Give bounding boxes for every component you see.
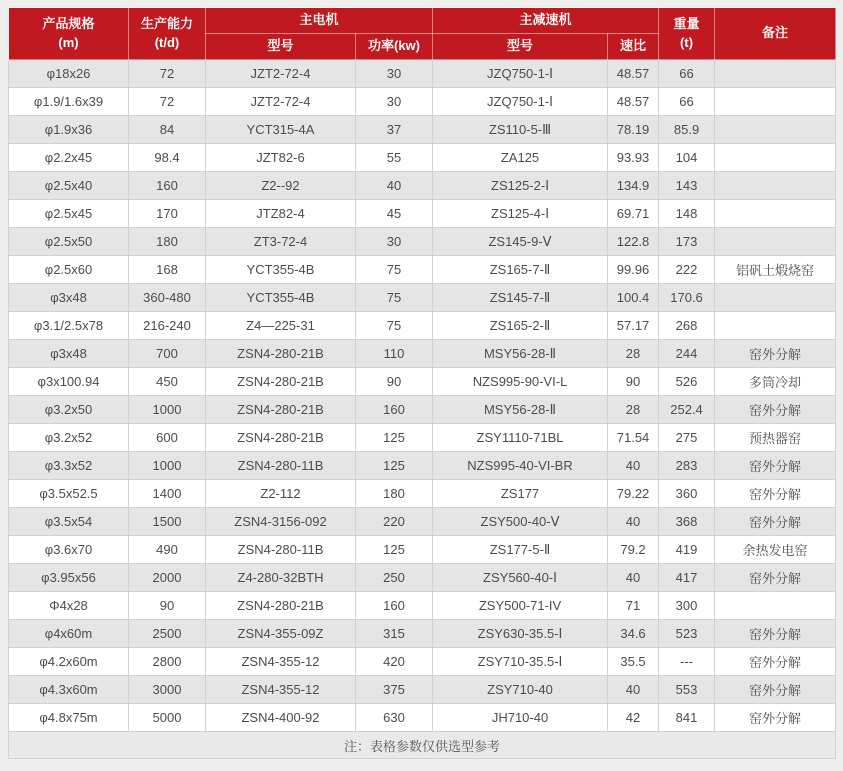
cell-reducer-ratio: 79.22 [608, 480, 659, 508]
cell-remark: 余热发电窑 [715, 536, 836, 564]
cell-remark: 窑外分解 [715, 648, 836, 676]
table-row [9, 648, 836, 676]
header-product-spec [9, 8, 129, 60]
table-row [9, 88, 836, 116]
cell-reducer-model: MSY56-28-Ⅱ [433, 340, 608, 368]
cell-weight: 173 [659, 228, 715, 256]
table-row [9, 312, 836, 340]
cell-motor-power: 75 [356, 256, 433, 284]
cell-reducer-model: ZS177-5-Ⅱ [433, 536, 608, 564]
header-main-reducer-group: 主减速机 [433, 8, 659, 34]
cell-remark [715, 144, 836, 172]
cell-product-spec: φ4.8x75m [9, 704, 129, 732]
cell-weight: 66 [659, 60, 715, 88]
cell-remark [715, 172, 836, 200]
cell-motor-power: 90 [356, 368, 433, 396]
cell-motor-power: 125 [356, 452, 433, 480]
cell-capacity: 160 [129, 172, 206, 200]
cell-reducer-ratio: 78.19 [608, 116, 659, 144]
cell-reducer-ratio: 40 [608, 508, 659, 536]
cell-remark: 窑外分解 [715, 452, 836, 480]
cell-reducer-ratio: 71 [608, 592, 659, 620]
cell-reducer-model: JH710-40 [433, 704, 608, 732]
table-row [9, 480, 836, 508]
cell-reducer-model: ZS177 [433, 480, 608, 508]
cell-capacity: 1000 [129, 396, 206, 424]
table-row [9, 368, 836, 396]
cell-reducer-model: ZS110-5-Ⅲ [433, 116, 608, 144]
table-row [9, 256, 836, 284]
cell-reducer-model: ZSY1110-71BL [433, 424, 608, 452]
cell-weight: 85.9 [659, 116, 715, 144]
table-row [9, 704, 836, 732]
cell-motor-model: YCT355-4B [206, 256, 356, 284]
cell-reducer-ratio: 122.8 [608, 228, 659, 256]
cell-capacity: 600 [129, 424, 206, 452]
cell-motor-power: 220 [356, 508, 433, 536]
table-row [9, 424, 836, 452]
cell-reducer-model: ZSY500-40-Ⅴ [433, 508, 608, 536]
cell-motor-model: ZSN4-280-21B [206, 592, 356, 620]
cell-capacity: 90 [129, 592, 206, 620]
cell-motor-model: ZSN4-355-09Z [206, 620, 356, 648]
cell-motor-model: ZSN4-280-21B [206, 340, 356, 368]
cell-capacity: 5000 [129, 704, 206, 732]
cell-motor-power: 37 [356, 116, 433, 144]
cell-remark: 窑外分解 [715, 340, 836, 368]
cell-remark [715, 592, 836, 620]
cell-capacity: 98.4 [129, 144, 206, 172]
cell-product-spec: φ1.9/1.6x39 [9, 88, 129, 116]
header-capacity-unit: (t/d) [154, 34, 180, 50]
table-body [9, 60, 836, 732]
cell-motor-model: YCT315-4A [206, 116, 356, 144]
header-row-top [9, 8, 836, 34]
cell-motor-power: 75 [356, 284, 433, 312]
note-row [9, 732, 836, 759]
cell-product-spec: φ2.5x45 [9, 200, 129, 228]
cell-capacity: 490 [129, 536, 206, 564]
header-capacity-title: 生产能力 [140, 15, 193, 31]
cell-capacity: 1500 [129, 508, 206, 536]
cell-motor-power: 30 [356, 88, 433, 116]
cell-remark: 铝矾土煅烧窑 [715, 256, 836, 284]
cell-motor-power: 315 [356, 620, 433, 648]
cell-reducer-ratio: 48.57 [608, 60, 659, 88]
table-row [9, 592, 836, 620]
cell-reducer-model: ZS165-2-Ⅱ [433, 312, 608, 340]
cell-reducer-ratio: 99.96 [608, 256, 659, 284]
cell-remark: 窑外分解 [715, 564, 836, 592]
cell-product-spec: φ3.2x50 [9, 396, 129, 424]
cell-product-spec: φ1.9x36 [9, 116, 129, 144]
table-footer [9, 732, 836, 759]
cell-capacity: 3000 [129, 676, 206, 704]
cell-reducer-ratio: 71.54 [608, 424, 659, 452]
cell-weight: 104 [659, 144, 715, 172]
cell-reducer-model: ZSY710-40 [433, 676, 608, 704]
cell-motor-model: JTZ82-4 [206, 200, 356, 228]
cell-motor-power: 180 [356, 480, 433, 508]
cell-motor-power: 160 [356, 396, 433, 424]
header-main-reducer-model: 型号 [433, 34, 608, 60]
cell-reducer-ratio: 134.9 [608, 172, 659, 200]
cell-remark: 窑外分解 [715, 508, 836, 536]
cell-remark: 窑外分解 [715, 480, 836, 508]
table-row [9, 620, 836, 648]
table-row [9, 340, 836, 368]
cell-remark [715, 228, 836, 256]
cell-remark [715, 284, 836, 312]
cell-remark: 窑外分解 [715, 704, 836, 732]
cell-remark [715, 312, 836, 340]
cell-motor-power: 125 [356, 536, 433, 564]
cell-reducer-model: MSY56-28-Ⅱ [433, 396, 608, 424]
header-weight-title: 重量 [673, 15, 700, 31]
cell-motor-model: ZSN4-280-21B [206, 368, 356, 396]
header-capacity [129, 8, 206, 60]
cell-motor-power: 75 [356, 312, 433, 340]
table-row [9, 284, 836, 312]
table-row [9, 172, 836, 200]
cell-reducer-ratio: 100.4 [608, 284, 659, 312]
cell-weight: 66 [659, 88, 715, 116]
cell-reducer-ratio: 42 [608, 704, 659, 732]
cell-reducer-model: ZS145-9-Ⅴ [433, 228, 608, 256]
table-row [9, 396, 836, 424]
cell-remark [715, 88, 836, 116]
cell-reducer-model: ZSY630-35.5-Ⅰ [433, 620, 608, 648]
cell-remark: 窑外分解 [715, 620, 836, 648]
cell-product-spec: φ3.5x52.5 [9, 480, 129, 508]
cell-weight: 841 [659, 704, 715, 732]
cell-reducer-ratio: 35.5 [608, 648, 659, 676]
cell-reducer-model: JZQ750-1-Ⅰ [433, 88, 608, 116]
product-spec-table [8, 7, 836, 759]
cell-motor-model: Z2-112 [206, 480, 356, 508]
cell-reducer-ratio: 28 [608, 340, 659, 368]
cell-product-spec: φ3.5x54 [9, 508, 129, 536]
cell-motor-model: ZSN4-280-21B [206, 396, 356, 424]
cell-motor-power: 55 [356, 144, 433, 172]
cell-weight: 170.6 [659, 284, 715, 312]
cell-capacity: 168 [129, 256, 206, 284]
cell-product-spec: φ3.6x70 [9, 536, 129, 564]
cell-reducer-model: NZS995-40-VI-BR [433, 452, 608, 480]
header-product-spec-unit: (m) [58, 34, 79, 50]
table-row [9, 508, 836, 536]
cell-weight: 417 [659, 564, 715, 592]
cell-reducer-ratio: 69.71 [608, 200, 659, 228]
cell-capacity: 180 [129, 228, 206, 256]
cell-motor-power: 30 [356, 228, 433, 256]
cell-product-spec: φ3x100.94 [9, 368, 129, 396]
cell-product-spec: φ4.2x60m [9, 648, 129, 676]
cell-capacity: 72 [129, 60, 206, 88]
cell-motor-power: 420 [356, 648, 433, 676]
cell-capacity: 1000 [129, 452, 206, 480]
table-header [9, 8, 836, 60]
cell-product-spec: φ3x48 [9, 284, 129, 312]
cell-capacity: 1400 [129, 480, 206, 508]
cell-motor-model: Z4-280-32BTH [206, 564, 356, 592]
cell-weight: --- [659, 648, 715, 676]
cell-weight: 268 [659, 312, 715, 340]
cell-capacity: 216-240 [129, 312, 206, 340]
table-row [9, 144, 836, 172]
table-row [9, 452, 836, 480]
cell-product-spec: φ3x48 [9, 340, 129, 368]
cell-motor-model: ZT3-72-4 [206, 228, 356, 256]
cell-motor-model: ZSN4-355-12 [206, 648, 356, 676]
cell-motor-power: 40 [356, 172, 433, 200]
cell-reducer-model: ZSY710-35.5-Ⅰ [433, 648, 608, 676]
cell-weight: 526 [659, 368, 715, 396]
cell-product-spec: φ3.3x52 [9, 452, 129, 480]
cell-reducer-ratio: 79.2 [608, 536, 659, 564]
cell-capacity: 700 [129, 340, 206, 368]
cell-motor-model: Z4—225-31 [206, 312, 356, 340]
cell-weight: 275 [659, 424, 715, 452]
cell-product-spec: φ2.2x45 [9, 144, 129, 172]
cell-weight: 148 [659, 200, 715, 228]
cell-reducer-model: ZSY500-71-IV [433, 592, 608, 620]
cell-motor-model: ZSN4-400-92 [206, 704, 356, 732]
cell-reducer-model: ZSY560-40-Ⅰ [433, 564, 608, 592]
cell-remark [715, 60, 836, 88]
cell-reducer-ratio: 34.6 [608, 620, 659, 648]
header-main-motor-power: 功率(kw) [356, 34, 433, 60]
cell-capacity: 72 [129, 88, 206, 116]
table-row [9, 228, 836, 256]
cell-remark: 窑外分解 [715, 396, 836, 424]
cell-motor-power: 250 [356, 564, 433, 592]
table-row [9, 116, 836, 144]
cell-product-spec: φ2.5x60 [9, 256, 129, 284]
cell-reducer-ratio: 93.93 [608, 144, 659, 172]
cell-weight: 523 [659, 620, 715, 648]
cell-motor-power: 125 [356, 424, 433, 452]
cell-reducer-ratio: 40 [608, 452, 659, 480]
cell-product-spec: φ2.5x40 [9, 172, 129, 200]
cell-motor-model: Z2--92 [206, 172, 356, 200]
cell-capacity: 450 [129, 368, 206, 396]
header-main-motor-model: 型号 [206, 34, 356, 60]
cell-capacity: 84 [129, 116, 206, 144]
cell-product-spec: φ18x26 [9, 60, 129, 88]
cell-product-spec: Φ4x28 [9, 592, 129, 620]
cell-reducer-ratio: 57.17 [608, 312, 659, 340]
table-row [9, 200, 836, 228]
cell-reducer-model: NZS995-90-VI-L [433, 368, 608, 396]
header-main-motor-group: 主电机 [206, 8, 433, 34]
cell-reducer-ratio: 28 [608, 396, 659, 424]
cell-weight: 419 [659, 536, 715, 564]
cell-remark: 窑外分解 [715, 676, 836, 704]
cell-motor-model: YCT355-4B [206, 284, 356, 312]
cell-weight: 553 [659, 676, 715, 704]
cell-reducer-ratio: 40 [608, 564, 659, 592]
cell-motor-model: JZT2-72-4 [206, 88, 356, 116]
cell-motor-model: ZSN4-280-11B [206, 452, 356, 480]
cell-motor-power: 375 [356, 676, 433, 704]
cell-reducer-model: JZQ750-1-Ⅰ [433, 60, 608, 88]
cell-motor-model: ZSN4-280-11B [206, 536, 356, 564]
cell-weight: 143 [659, 172, 715, 200]
table-row [9, 536, 836, 564]
cell-reducer-ratio: 90 [608, 368, 659, 396]
table-note: 注：表格参数仅供选型参考 [9, 732, 836, 759]
cell-motor-model: JZT2-72-4 [206, 60, 356, 88]
cell-reducer-model: ZS125-4-Ⅰ [433, 200, 608, 228]
cell-motor-model: JZT82-6 [206, 144, 356, 172]
cell-capacity: 360-480 [129, 284, 206, 312]
cell-motor-power: 110 [356, 340, 433, 368]
cell-motor-power: 160 [356, 592, 433, 620]
header-weight [659, 8, 715, 60]
cell-product-spec: φ3.1/2.5x78 [9, 312, 129, 340]
cell-weight: 222 [659, 256, 715, 284]
cell-weight: 244 [659, 340, 715, 368]
cell-weight: 368 [659, 508, 715, 536]
cell-reducer-model: ZS145-7-Ⅱ [433, 284, 608, 312]
cell-product-spec: φ4x60m [9, 620, 129, 648]
cell-motor-model: ZSN4-355-12 [206, 676, 356, 704]
cell-product-spec: φ3.2x52 [9, 424, 129, 452]
cell-motor-power: 45 [356, 200, 433, 228]
cell-capacity: 170 [129, 200, 206, 228]
cell-reducer-ratio: 48.57 [608, 88, 659, 116]
cell-capacity: 2800 [129, 648, 206, 676]
header-main-reducer-ratio: 速比 [608, 34, 659, 60]
cell-motor-power: 30 [356, 60, 433, 88]
header-remark: 备注 [715, 8, 836, 60]
table-row [9, 676, 836, 704]
header-weight-unit: (t) [680, 34, 694, 50]
cell-product-spec: φ3.95x56 [9, 564, 129, 592]
cell-motor-model: ZSN4-3156-092 [206, 508, 356, 536]
cell-reducer-ratio: 40 [608, 676, 659, 704]
cell-product-spec: φ2.5x50 [9, 228, 129, 256]
table-row [9, 60, 836, 88]
cell-remark: 多筒冷却 [715, 368, 836, 396]
cell-reducer-model: ZS125-2-Ⅰ [433, 172, 608, 200]
cell-weight: 283 [659, 452, 715, 480]
header-product-spec-title: 产品规格 [42, 15, 95, 31]
cell-weight: 360 [659, 480, 715, 508]
cell-motor-power: 630 [356, 704, 433, 732]
cell-remark [715, 116, 836, 144]
table-row [9, 564, 836, 592]
cell-weight: 300 [659, 592, 715, 620]
cell-capacity: 2500 [129, 620, 206, 648]
cell-motor-model: ZSN4-280-21B [206, 424, 356, 452]
cell-capacity: 2000 [129, 564, 206, 592]
cell-remark [715, 200, 836, 228]
cell-product-spec: φ4.3x60m [9, 676, 129, 704]
cell-reducer-model: ZA125 [433, 144, 608, 172]
cell-reducer-model: ZS165-7-Ⅱ [433, 256, 608, 284]
cell-remark: 预热器窑 [715, 424, 836, 452]
cell-weight: 252.4 [659, 396, 715, 424]
